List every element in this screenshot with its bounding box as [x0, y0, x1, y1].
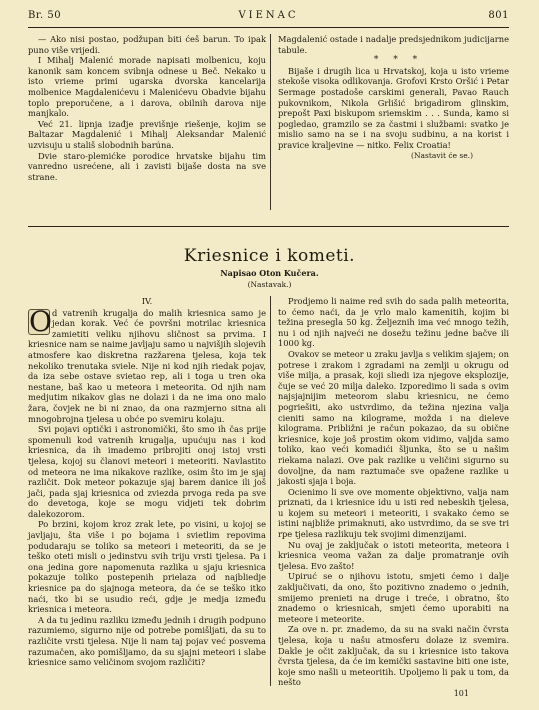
paragraph-text: d vatrenih krugalja do malih kriesnica samo je jedan korak. Već će površni motrilac kriesnica zamietiti veliku njihovu sličnost sa prvima. I kriesnice nam se naime javljaju samo u najvišjih slojevih atmosfere kao diskretna razžarena tjelesa, koja tek nekoliko trenutaka sviele. Nije ni kod njih riedak pojav, da iza sebe ostave svietao rep, ali i toga u tren oka nestane, baš kao u meteora i meteorita. Od njih nam medjutim nikakov glas ne dolazi i da ne ima ono malo žara, čovjek ne bi ni znao, da ona razmjerno sitna ali mnogobrojna tjelesa u obće po svemiru kolaju.	[28, 307, 266, 424]
issue-number: Br. 50	[28, 10, 62, 21]
paragraph: Prodjemo li naime red svih do sada palih meteorita, to ćemo naći, da je vrlo malo kamenitih, kojim bi težina presegla 50 kg. Željeznih ima već mnogo težih, nu i od njih najveći ne dosežu težinu jedne bačve ili 1000 kg.	[278, 296, 509, 349]
page-header	[28, 10, 509, 26]
paragraph: Već 21. lipnja izađje previšnje riešenje, kojim se Baltazar Magdalenić i Mihalj Aleksandar Malenić uzvisuju u stališ slobodnih barúna.	[28, 118, 266, 150]
paragraph: — Ako nisi postao, podžupan biti ćeš barun. To ipak puno više vrijedi.	[28, 34, 266, 55]
continuation-note: (Nastavak.)	[247, 280, 292, 289]
section-number: IV.	[141, 296, 153, 306]
paragraph: Upiruć se o njihovu istotu, smjeti ćemo i dalje zaključivati, da ono, što pozitivno znademo o jednih, smijemo prenieti na druge i treće, i obratno, što znademo o kriesnicah, smjeti ćemo uporabiti na meteore i meteorite.	[278, 571, 509, 624]
article-byline: Napisao Oton Kučera.	[220, 268, 319, 278]
column-divider-top	[270, 34, 271, 210]
serial-continuation-right	[278, 34, 509, 161]
paragraph: Za ove n. pr. znademo, da su na svaki način čvrsta tjelesa, koja u našu atmosferu dolaze iz svemira. Dakle je očit zaključak, da su i kriesnice isto takova čvrsta tjelesa, da će im kemički sastavine biti one iste, koje smo našli u meteoritih. Upoljemo li pak u tom, da nešto	[278, 624, 509, 688]
paragraph: Dvie staro-plemićke porodice hrvatske bijahu tim vanredno usrećene, ali i zavisti bijaše dosta na sve strane.	[28, 150, 266, 182]
paragraph: Svi pojavi optički i astronomički, što smo ih čas prije spomenuli kod vatrenih krugalja, upućuju nas i kod kriesnica, da ih imademo pribrojiti onoj istoj vrsti tjelesa, kojoj su članovi meteori i meteoriti. Navlastito od meteora ne ima nikakove razlike, osim što im je sjaj različit. Dok meteor pokazuje sjaj barem danice ili još jači, pada sjaj kriesnica od zviezda prvoga reda pa sve do devetoga, koje se mogu vidjeti tek dobrim dalekozorom.	[28, 424, 266, 519]
page-number-bottom: 101	[453, 689, 469, 698]
article-column-right	[278, 296, 509, 688]
paragraph: A da tu jedinu razliku između jednih i drugih podpuno razumiemo, sigurno nije od potrebe pomišljati, da su to različite vrsti tjelesa. Nije li nam taj pojav već posvema razumačen, ako pomišljamo, da su sjajni meteori i slabe kriesnice samo veličinom svojom različiti?	[28, 614, 266, 668]
article-column-left	[28, 296, 266, 668]
to-be-continued-note: (Nastavit će se.)	[411, 150, 473, 160]
paragraph	[28, 304, 266, 425]
paragraph: Po brzini, kojom kroz zrak lete, po visini, u kojoj se javljaju, šta više i po bojama i svietlim repovima podudaraju se toliko sa meteori i meteoriti, da se je teško oteti misli o jedinstvu svih triju vrsti tjelesa. Pa i ona jedina gore napomenuta razlika u sjaju kriesnica pokazuje toliko postepenih prielaza od najbliedje kriesnice pa do sjajnoga meteora, da će se teško itko naći, tko bi se usudio reći, gdje je medja između kriesnica i meteora.	[28, 519, 266, 615]
paragraph: Ovakov se meteor u zraku javlja s velikim sjajem; on potrese i zrakom i zgradami na zemlji u okrugu od više milja, a prasak, koji sliedi iza njegove eksplozije, čuje se već 20 milja daleko. Izporedimo li sada s ovim najsjajnijim meteorom slabu kriesnicu, ne ćemo pogriešiti, ako ustvrdimo, da težina njezina valja cieniti samo na kilograme, možda i na dieleve kilograma. Približni je račun pokazao, da su obične kriesnice, koje još prostim okom vidimo, valjda samo toliko, kao veći komadići šljunka, što se u našim riekama nalazi. Ove pak razlike u veličini sigurno su dovoljne, da nam raztumače sve opažene razlike u jakosti sjaja i boja.	[278, 348, 509, 487]
paragraph: Bijaše i drugih lica u Hrvatskoj, koja u isto vrieme stekoše visoka odlikovanja. Grofovi Krsto Oršić i Petar Sermage postadoše carskimi generali, Pavao Rauch pukovnikom, Nikola Grlišić brigadirom glinskim, prepošt Paxi biskupom sriemskim . . . Sunda, kamo si pogledao, gramzilo se za častmi i službami: svatko je mislio samo na se i na svoju sudbinu, a na korist i pravice kraljevine — nitko. Felix Croatia!	[278, 65, 509, 150]
paragraph: Nu ovaj je zaključak o istoti meteorita, meteora i kriesnica veoma važan za dalje promatranje ovih tjelesa. Evo zašto!	[278, 539, 509, 571]
paragraph: Magdalenić ostade i nadalje predsjednikom judicijarne tabule.	[278, 34, 509, 55]
serial-continuation-left	[28, 34, 266, 182]
page-number-top: 801	[488, 10, 509, 21]
column-divider-bottom	[270, 296, 271, 686]
paragraph: Ocienimo li sve ove momente objektivno, valja nam priznati, da i kriesnice idu u isti red nebeskih tjelesa, u kojem su meteori i meteoriti, i svakako ćemo se istini najbliže primaknuti, ako ustvrdimo, da se sve tri rpe tjelesa razlikuju tek svojimi dimenzijami.	[278, 486, 509, 540]
section-rule	[28, 226, 509, 227]
paragraph: I Mihalj Malenić morade napisati molbenicu, koju kanonik sam koncem svibnja odnese u Beč. Nekako u isto vrieme primi ugarska dvorska kancelarija molbenice Magdalenićevu i Malenićevu Obadvie bijahu toplo preporučene, a i darova, obilnih darova nije manjkalo.	[28, 55, 266, 119]
section-break-stars: * * *	[373, 55, 424, 66]
journal-title: VIENAC	[238, 10, 299, 21]
article-title: Kriesnice i kometi.	[183, 246, 356, 266]
header-rule	[28, 27, 509, 28]
drop-cap: O	[29, 304, 52, 338]
